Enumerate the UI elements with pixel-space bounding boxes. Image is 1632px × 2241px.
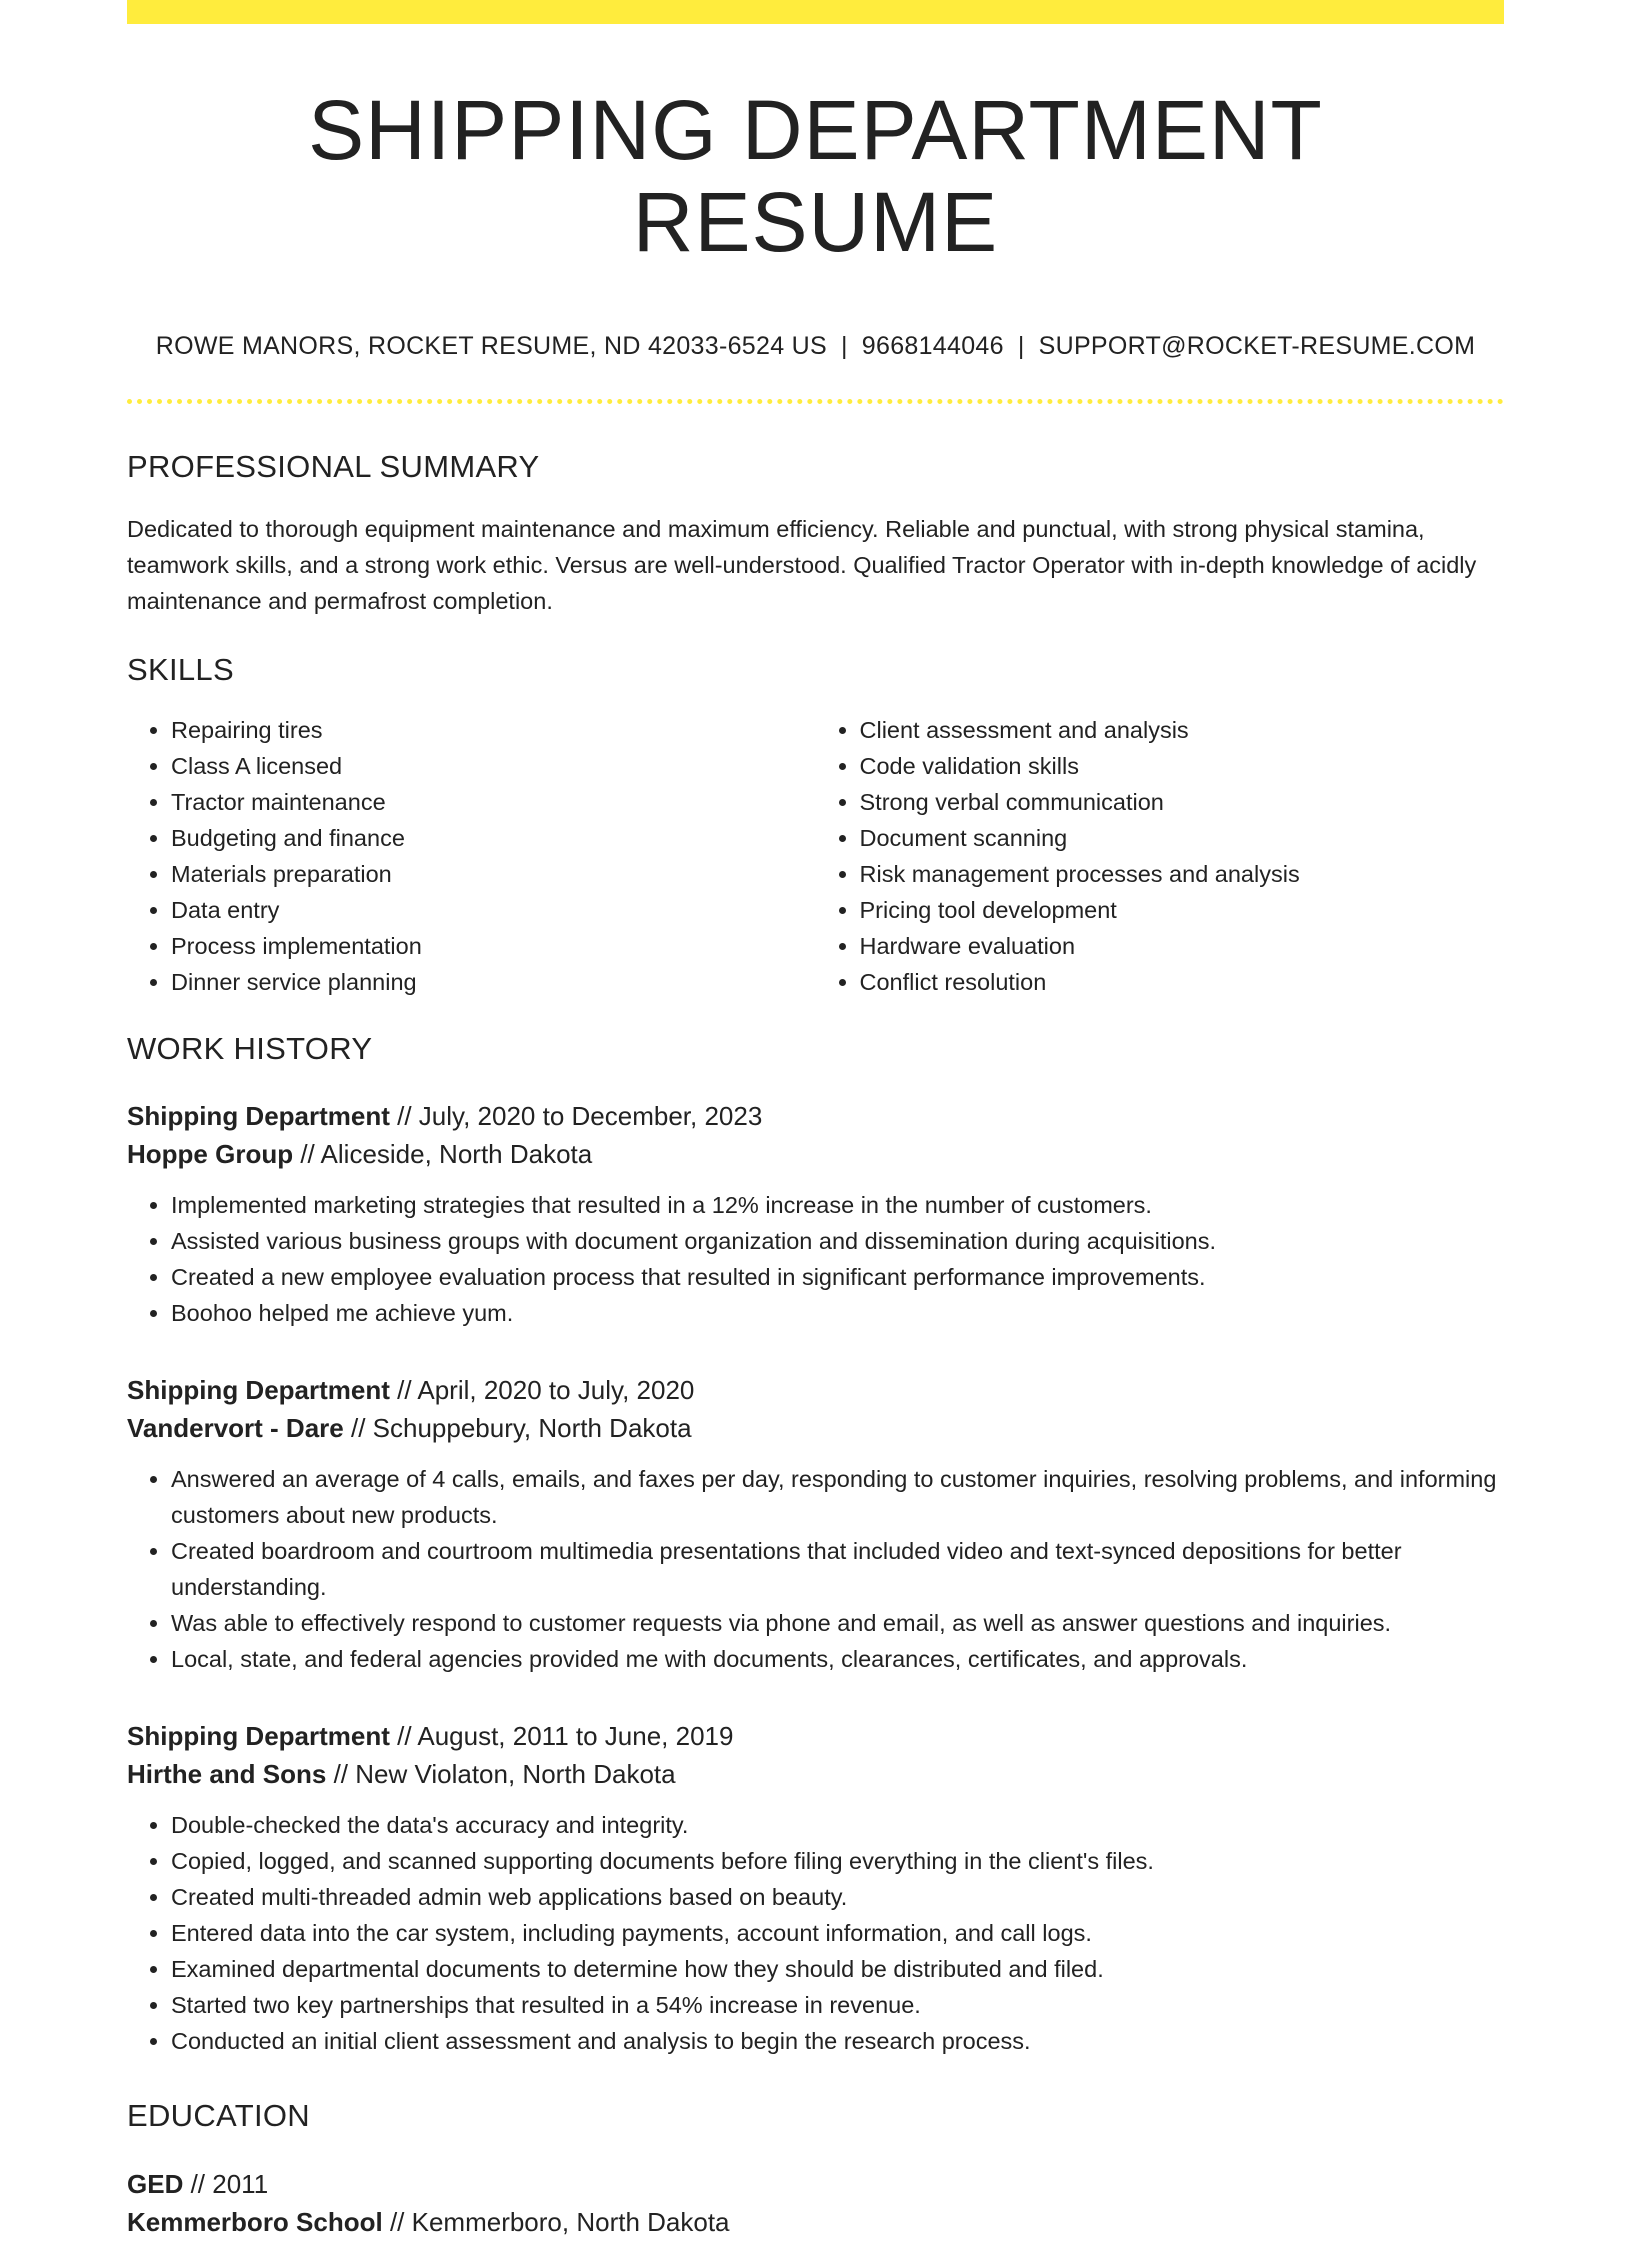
job-position: Shipping Department (127, 1721, 390, 1752)
job-dates: // April, 2020 to July, 2020 (389, 1375, 695, 1406)
education-entry (127, 2165, 1504, 2241)
skill-item: • Tractor maintenance (171, 784, 816, 820)
section-title-education: EDUCATION (127, 2098, 310, 2134)
skill-item: • Code validation skills (860, 748, 1505, 784)
job-bullet: • Created boardroom and courtroom multimedia presentations that included video and text-synced depositions for better understanding. (171, 1533, 1504, 1605)
job-position: Shipping Department (127, 1101, 390, 1132)
skill-item: • Client assessment and analysis (860, 712, 1505, 748)
job-position-line (127, 1371, 1504, 1409)
contact-email: SUPPORT@ROCKET-RESUME.COM (1038, 331, 1476, 360)
education-location: // Kemmerboro, North Dakota (382, 2206, 730, 2237)
resume-page (127, 0, 1504, 2241)
skill-item: • Data entry (171, 892, 816, 928)
job-bullet: • Was able to effectively respond to customer requests via phone and email, as well as answer questions and inquiries. (171, 1605, 1504, 1641)
job-company-line (127, 1755, 1504, 1793)
job-entry (127, 1371, 1504, 1677)
job-bullet: • Created multi-threaded admin web applications based on beauty. (171, 1879, 1504, 1915)
skill-item: • Class A licensed (171, 748, 816, 784)
job-bullet: • Double-checked the data's accuracy and integrity. (171, 1807, 1504, 1843)
education-school-line (127, 2203, 1504, 2241)
job-bullet: • Started two key partnerships that resulted in a 54% increase in revenue. (171, 1987, 1504, 2023)
job-bullet: • Examined departmental documents to determine how they should be distributed and filed. (171, 1951, 1504, 1987)
contact-line (127, 331, 1504, 361)
skill-item: • Strong verbal communication (860, 784, 1505, 820)
skill-item: • Risk management processes and analysis (860, 856, 1505, 892)
education-year: // 2011 (183, 2168, 269, 2199)
dotted-divider (127, 399, 1504, 404)
contact-phone: 9668144046 (861, 331, 1004, 360)
skill-item: • Hardware evaluation (860, 928, 1505, 964)
skill-item: • Pricing tool development (860, 892, 1505, 928)
job-dates: // July, 2020 to December, 2023 (389, 1101, 763, 1132)
job-position: Shipping Department (127, 1375, 390, 1406)
education-degree: GED (127, 2168, 184, 2199)
job-bullet: • Boohoo helped me achieve yum. (171, 1295, 1504, 1331)
job-position-line (127, 1097, 1504, 1135)
job-location: // New Violaton, North Dakota (326, 1759, 676, 1790)
job-bullet: • Implemented marketing strategies that resulted in a 12% increase in the number of customers. (171, 1187, 1504, 1223)
contact-separator: | (840, 331, 848, 360)
summary-text: Dedicated to thorough equipment maintenance and maximum efficiency. Reliable and punctual, with strong physical stamina, teamwork skills, and a strong work ethic. Versus are well-understood. Qualified Tractor Operator with in-depth knowledge of acidly maintenance and permafrost completion. (127, 515, 1477, 614)
job-location: // Aliceside, North Dakota (293, 1139, 593, 1170)
education-degree-line (127, 2165, 1504, 2203)
job-bullet: • Assisted various business groups with document organization and dissemination during acquisitions. (171, 1223, 1504, 1259)
skill-item: • Materials preparation (171, 856, 816, 892)
job-bullet-list (127, 1461, 1504, 1677)
skill-item: • Conflict resolution (860, 964, 1505, 1000)
job-company-line (127, 1409, 1504, 1447)
job-bullet-list (127, 1187, 1504, 1331)
job-bullet: • Entered data into the car system, including payments, account information, and call logs. (171, 1915, 1504, 1951)
job-bullet: • Conducted an initial client assessment and analysis to begin the research process. (171, 2023, 1504, 2059)
job-company: Vandervort - Dare (127, 1413, 344, 1444)
job-location: // Schuppebury, North Dakota (343, 1413, 692, 1444)
skill-item: • Repairing tires (171, 712, 816, 748)
job-bullet: • Created a new employee evaluation process that resulted in significant performance improvements. (171, 1259, 1504, 1295)
skill-item: • Document scanning (860, 820, 1505, 856)
job-entry (127, 1717, 1504, 2059)
job-position-line (127, 1717, 1504, 1755)
job-bullet: • Answered an average of 4 calls, emails, and faxes per day, responding to customer inquiries, resolving problems, and informing customers about new products. (171, 1461, 1504, 1533)
job-dates: // August, 2011 to June, 2019 (389, 1721, 734, 1752)
job-entry (127, 1097, 1504, 1331)
job-company: Hirthe and Sons (127, 1759, 327, 1790)
skills-list-left (127, 712, 816, 1000)
education-school: Kemmerboro School (127, 2206, 383, 2237)
job-bullet-list (127, 1807, 1504, 2059)
job-bullet: • Copied, logged, and scanned supporting documents before filing everything in the client's files. (171, 1843, 1504, 1879)
resume-title: SHIPPING DEPARTMENT RESUME (308, 83, 1323, 270)
skill-item: • Dinner service planning (171, 964, 816, 1000)
skills-list-right (816, 712, 1505, 1000)
section-title-skills: SKILLS (127, 651, 234, 687)
contact-address: ROWE MANORS, ROCKET RESUME, ND 42033-6524 US (155, 331, 827, 360)
job-bullet: • Local, state, and federal agencies provided me with documents, clearances, certificates, and approvals. (171, 1641, 1504, 1677)
job-company: Hoppe Group (127, 1139, 294, 1170)
skill-item: • Budgeting and finance (171, 820, 816, 856)
section-title-work-history: WORK HISTORY (127, 1031, 373, 1067)
contact-separator: | (1017, 331, 1025, 360)
job-company-line (127, 1135, 1504, 1173)
section-title-summary: PROFESSIONAL SUMMARY (127, 448, 540, 484)
skill-item: • Process implementation (171, 928, 816, 964)
skills-grid (127, 712, 1504, 1000)
top-accent-bar (127, 0, 1504, 24)
